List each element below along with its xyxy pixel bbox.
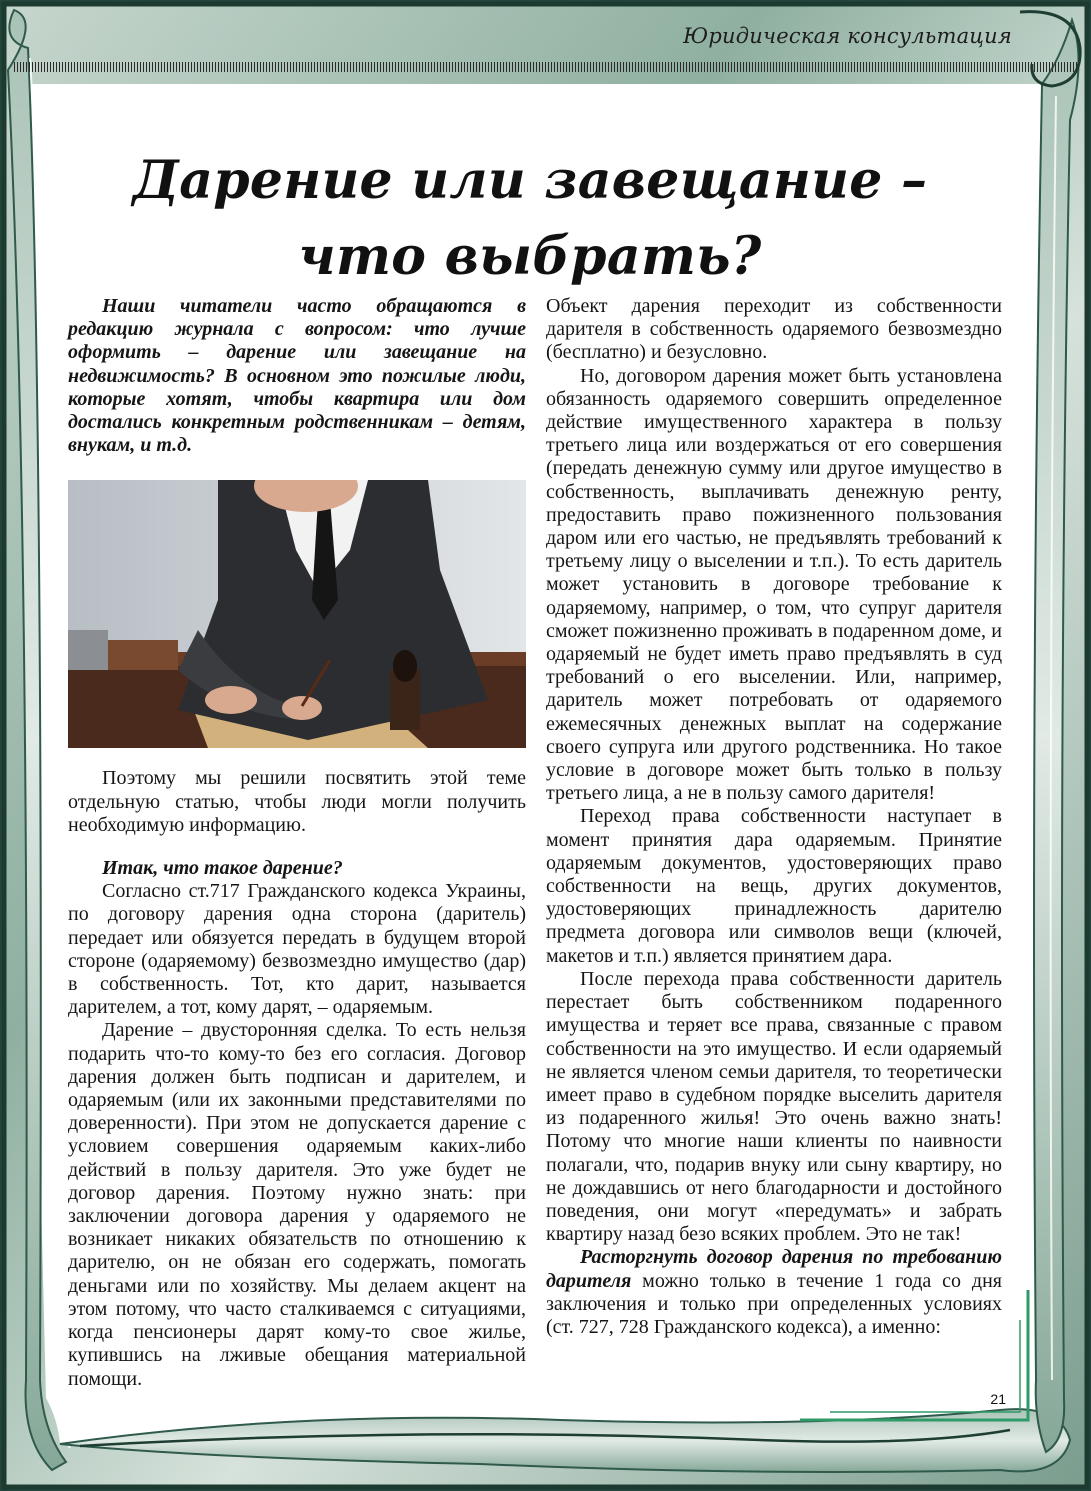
right-paragraph-3: Переход права собственности наступает в момент принятия дара одаряемым. Принятие одаряемым документов, удостоверяющих право собственности на вещь, других документов, удостоверяющих принадлежность дарителю предмета договора или символов вещи (ключей, макетов и т.п.) является принятием дара. — [546, 805, 1002, 967]
left-paragraph-2: Согласно ст.717 Гражданского кодекса Украины, по договору дарения одна сторона (даритель) передает или обязуется передать в будущем второй стороне (одаряемому) безвозмездно имущество (дар) в собственность. Тот, кто дарит, называется дарителем, а тот, кому дарят, – одаряемым. — [68, 880, 526, 1019]
man-signing-document-image — [68, 480, 526, 748]
title-line-2: что выбрать? — [298, 225, 762, 287]
right-paragraph-4: После перехода права собственности даритель перестает быть собственником подаренного имущества и теряет все права, связанные с правом собственности на это имущество. И если одаряемый не является членом семьи дарителя, то теоретически имеет право в судебном порядке выселить дарителя из подаренного жилья! Это очень важно знать! Потому что многие наши клиенты по наивности полагали, что, подарив внуку или сыну квартиру, но не дождавшись от него благодарности и достойного поведения, они могут «передумать» и забрать квартиру назад безо всяких проблем. Это не так! — [546, 967, 1002, 1246]
right-paragraph-2: Но, договором дарения может быть установлена обязанность одаряемого совершить определенное действие имущественного характера в пользу третьего лица или воздержаться от его совершения (передать денежную сумму или другое имущество в собственность, выплачивать денежную ренту, предоставить право пожизненного пользования даром или его частью, не предъявлять требований к третьему лицу о выселении и т.п.). То есть даритель может установить в договоре требование к одаряемому, например, о том, что супруг дарителя сможет пожизненно проживать в подаренном доме, и одаряемый не будет иметь право предъявлять в суд требований о его выселении. Или, например, даритель может потребовать от одаряемого ежемесячных денежных выплат на содержание своего супруга или другого родственника. Но такое условие в договоре может быть только в пользу третьего лица, а не в пользу самого дарителя! — [546, 364, 1002, 805]
article-photo — [68, 480, 526, 748]
left-paragraph-1: Поэтому мы решили посвятить этой теме отдельную статью, чтобы люди могли получить необходимую информацию. — [68, 767, 526, 836]
right-paragraph-5 — [546, 1246, 1002, 1339]
lead-paragraph: Наши читатели часто обращаются в редакцию журнала с вопросом: что лучше оформить – дарение или завещание на недвижимость? В основном это пожилые люди, которые хотят, чтобы квартира или дом достались конкретным родственникам – детям, внукам, и т.д. — [68, 295, 526, 457]
page-number: 21 — [990, 1391, 1006, 1407]
right-paragraph-1: Объект дарения переходит из собственности дарителя в собственность одаряемого безвозмездно (бесплатно) и безусловно. — [546, 295, 1002, 364]
right-column — [546, 295, 1002, 1339]
right-paragraph-5-rest: можно только в течение 1 года со дня заключения и только при определенных условиях (ст. 727, 728 Гражданского кодекса), а именно: — [546, 1269, 1002, 1338]
left-paragraph-3: Дарение – двусторонняя сделка. То есть нельзя подарить что-то кому-то без его согласия. Договор дарения должен быть подписан и дарителем, и одаряемым (или их законными представителями по доверенности). При этом не допускается дарение с условием совершения одаряемым каких-либо действий в пользу дарителя. Это уже будет не договор дарения. Поэтому нужно знать: при заключении договора дарения у одаряемого не возникает никаких обязательств по отношению к дарителю, он не обязан его содержать, помогать деньгами или по хозяйству. Мы делаем акцент на этом потому, что часто сталкиваемся с ситуациями, когда пенсионеры дарят кому-то свое жилье, купившись на лживые обещания материальной помощи. — [68, 1019, 526, 1390]
title-line-1: Дарение или завещание – — [132, 149, 928, 211]
section-label: Юридическая консультация — [683, 24, 1012, 48]
subheading: Итак, что такое дарение? — [102, 857, 343, 880]
header-rule — [14, 62, 1078, 72]
article-title — [80, 143, 980, 295]
left-column — [68, 295, 526, 1391]
emphasis-text: Расторгнуть договор дарения по требованию дарителя — [546, 1246, 1002, 1292]
